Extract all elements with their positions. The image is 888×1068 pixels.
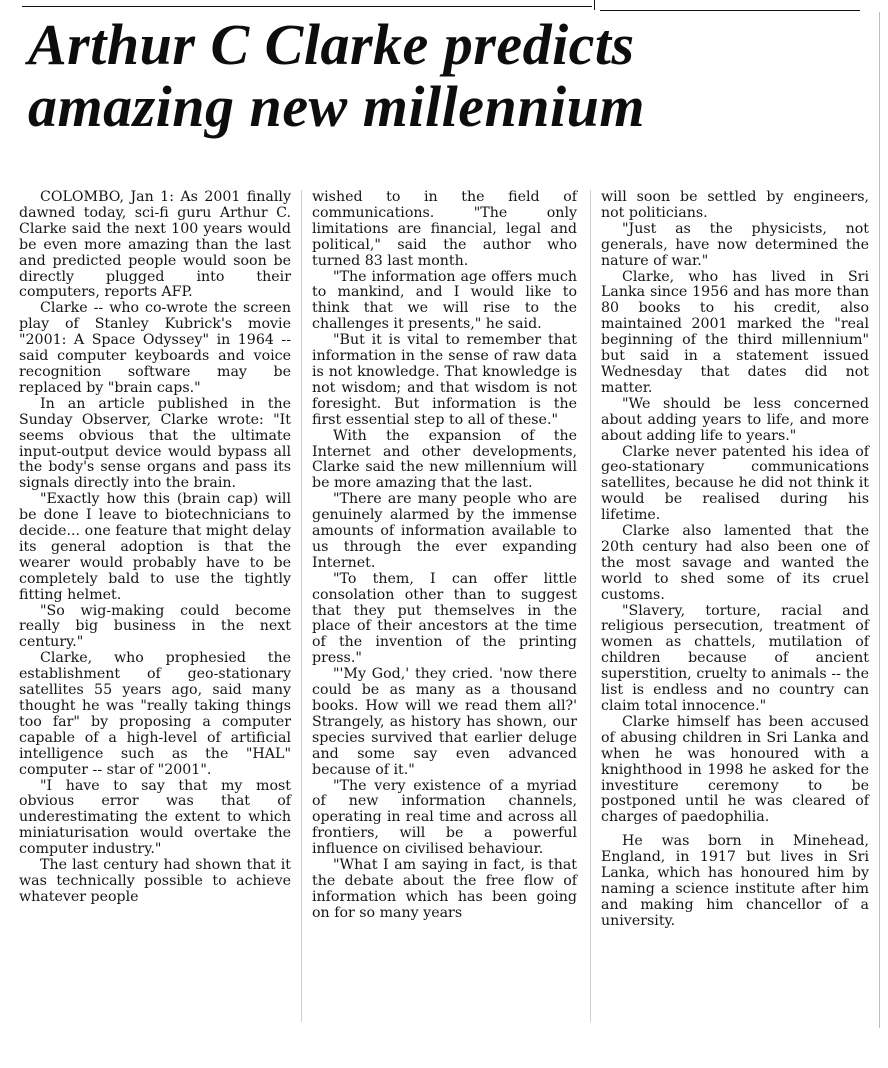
paragraph: Clarke himself has been accused of abusing children in Sri Lanka and when he was honoured with a knighthood in 1998 he asked for the investiture ceremony to be postponed until he was cleared of charges of paedophilia. <box>601 713 869 826</box>
paragraph: "But it is vital to remember that information in the sense of raw data is not knowledge. That knowledge is not wisdom; and that wisdom is not foresight. But information is the first essential step to all of these." <box>312 332 577 428</box>
paragraph: "Just as the physicists, not generals, have now determined the nature of war." <box>601 220 869 269</box>
paragraph: Clarke -- who co-wrote the screen play of Stanley Kubrick's movie "2001: A Space Odyssey" in 1964 -- said computer keyboards and voice recognition software may be replaced by "brain caps." <box>19 300 291 396</box>
headline-line-1: Arthur C Clarke predicts <box>28 12 635 77</box>
article-column-3 <box>601 190 869 930</box>
top-rule-tick <box>594 0 595 10</box>
paragraph: Clarke, who has lived in Sri Lanka since 1956 and has more than 80 books to his credit, also maintained 2001 marked the "real beginning of the third millennium" but said in a statement issued Wednesday that dates did not matter. <box>601 268 869 396</box>
article-column-2 <box>312 190 577 922</box>
top-rule <box>22 6 592 7</box>
paragraph: "Exactly how this (brain cap) will be done I leave to biotechnicians to decide... one feature that might delay its general adoption is that the wearer would probably have to be completely bald to use the tightly fitting helmet. <box>19 491 291 603</box>
paragraph: With the expansion of the Internet and other developments, Clarke said the new millennium will be more amazing that the last. <box>312 427 577 492</box>
headline-line-2: amazing new millennium <box>28 74 645 139</box>
column-divider <box>590 190 591 1022</box>
top-rule <box>600 10 860 11</box>
column-divider <box>301 190 302 1022</box>
paragraph: "'My God,' they cried. 'now there could be as many as a thousand books. How will we read them all?' Strangely, as history has shown, our species survived that earlier deluge and some say even advanced because of it." <box>312 666 577 778</box>
paragraph: "The very existence of a myriad of new information channels, operating in real time and across all frontiers, will be a powerful influence on civilised behaviour. <box>312 777 577 858</box>
article-column-1 <box>19 190 291 906</box>
paragraph: "So wig-making could become really big business in the next century." <box>19 602 291 651</box>
paragraph: He was born in Minehead, England, in 1917 but lives in Sri Lanka, which has honoured him by naming a science institute after him and making him chancellor of a university. <box>601 833 869 929</box>
paragraph: "There are many people who are genuinely alarmed by the immense amounts of information available to us through the ever expanding Internet. <box>312 491 577 571</box>
paragraph: Clarke also lamented that the 20th century had also been one of the most savage and wanted the world to shed some of its cruel customs. <box>601 523 869 603</box>
paragraph: Clarke, who prophesied the establishment of geo-stationary satellites 55 years ago, said many thought he was "really taking things too far" by proposing a computer capable of a high-level of artificial intelligence such as the "HAL" computer -- star of "2001". <box>19 650 291 778</box>
paragraph: wished to in the field of communications. "The only limitations are financial, legal and political," said the author who turned 83 last month. <box>312 189 577 269</box>
paragraph: "We should be less concerned about adding years to life, and more about adding life to years." <box>601 395 869 444</box>
paragraph: will soon be settled by engineers, not politicians. <box>601 189 869 221</box>
paragraph: Clarke never patented his idea of geo-stationary communications satellites, because he did not think it would be realised during his lifetime. <box>601 443 869 524</box>
paragraph: "The information age offers much to mankind, and I would like to think that we will rise to the challenges it presents," he said. <box>312 268 577 333</box>
paragraph: The last century had shown that it was technically possible to achieve whatever people <box>19 857 291 905</box>
right-edge-rule <box>879 12 880 1028</box>
paragraph: COLOMBO, Jan 1: As 2001 finally dawned today, sci-fi guru Arthur C. Clarke said the next 100 years would be even more amazing than the last and predicted people would soon be directly plugged into their computers, reports AFP. <box>19 189 291 301</box>
headline <box>28 14 868 138</box>
paragraph: "To them, I can offer little consolation other than to suggest that they put themselves in the place of their ancestors at the time of the invention of the printing press." <box>312 570 577 667</box>
paragraph: "What I am saying in fact, is that the debate about the free flow of information which has been going on for so many years <box>312 857 577 921</box>
paragraph: In an article published in the Sunday Observer, Clarke wrote: "It seems obvious that the ultimate input-output device would bypass all the body's sense organs and pass its signals directly into the brain. <box>19 395 291 492</box>
paragraph: "Slavery, torture, racial and religious persecution, treatment of women as chattels, mutilation of children because of ancient superstition, cruelty to animals -- the list is endless and no country can claim total innocence." <box>601 602 869 714</box>
paragraph: "I have to say that my most obvious error was that of underestimating the extent to which miniaturisation would overtake the computer industry." <box>19 777 291 858</box>
